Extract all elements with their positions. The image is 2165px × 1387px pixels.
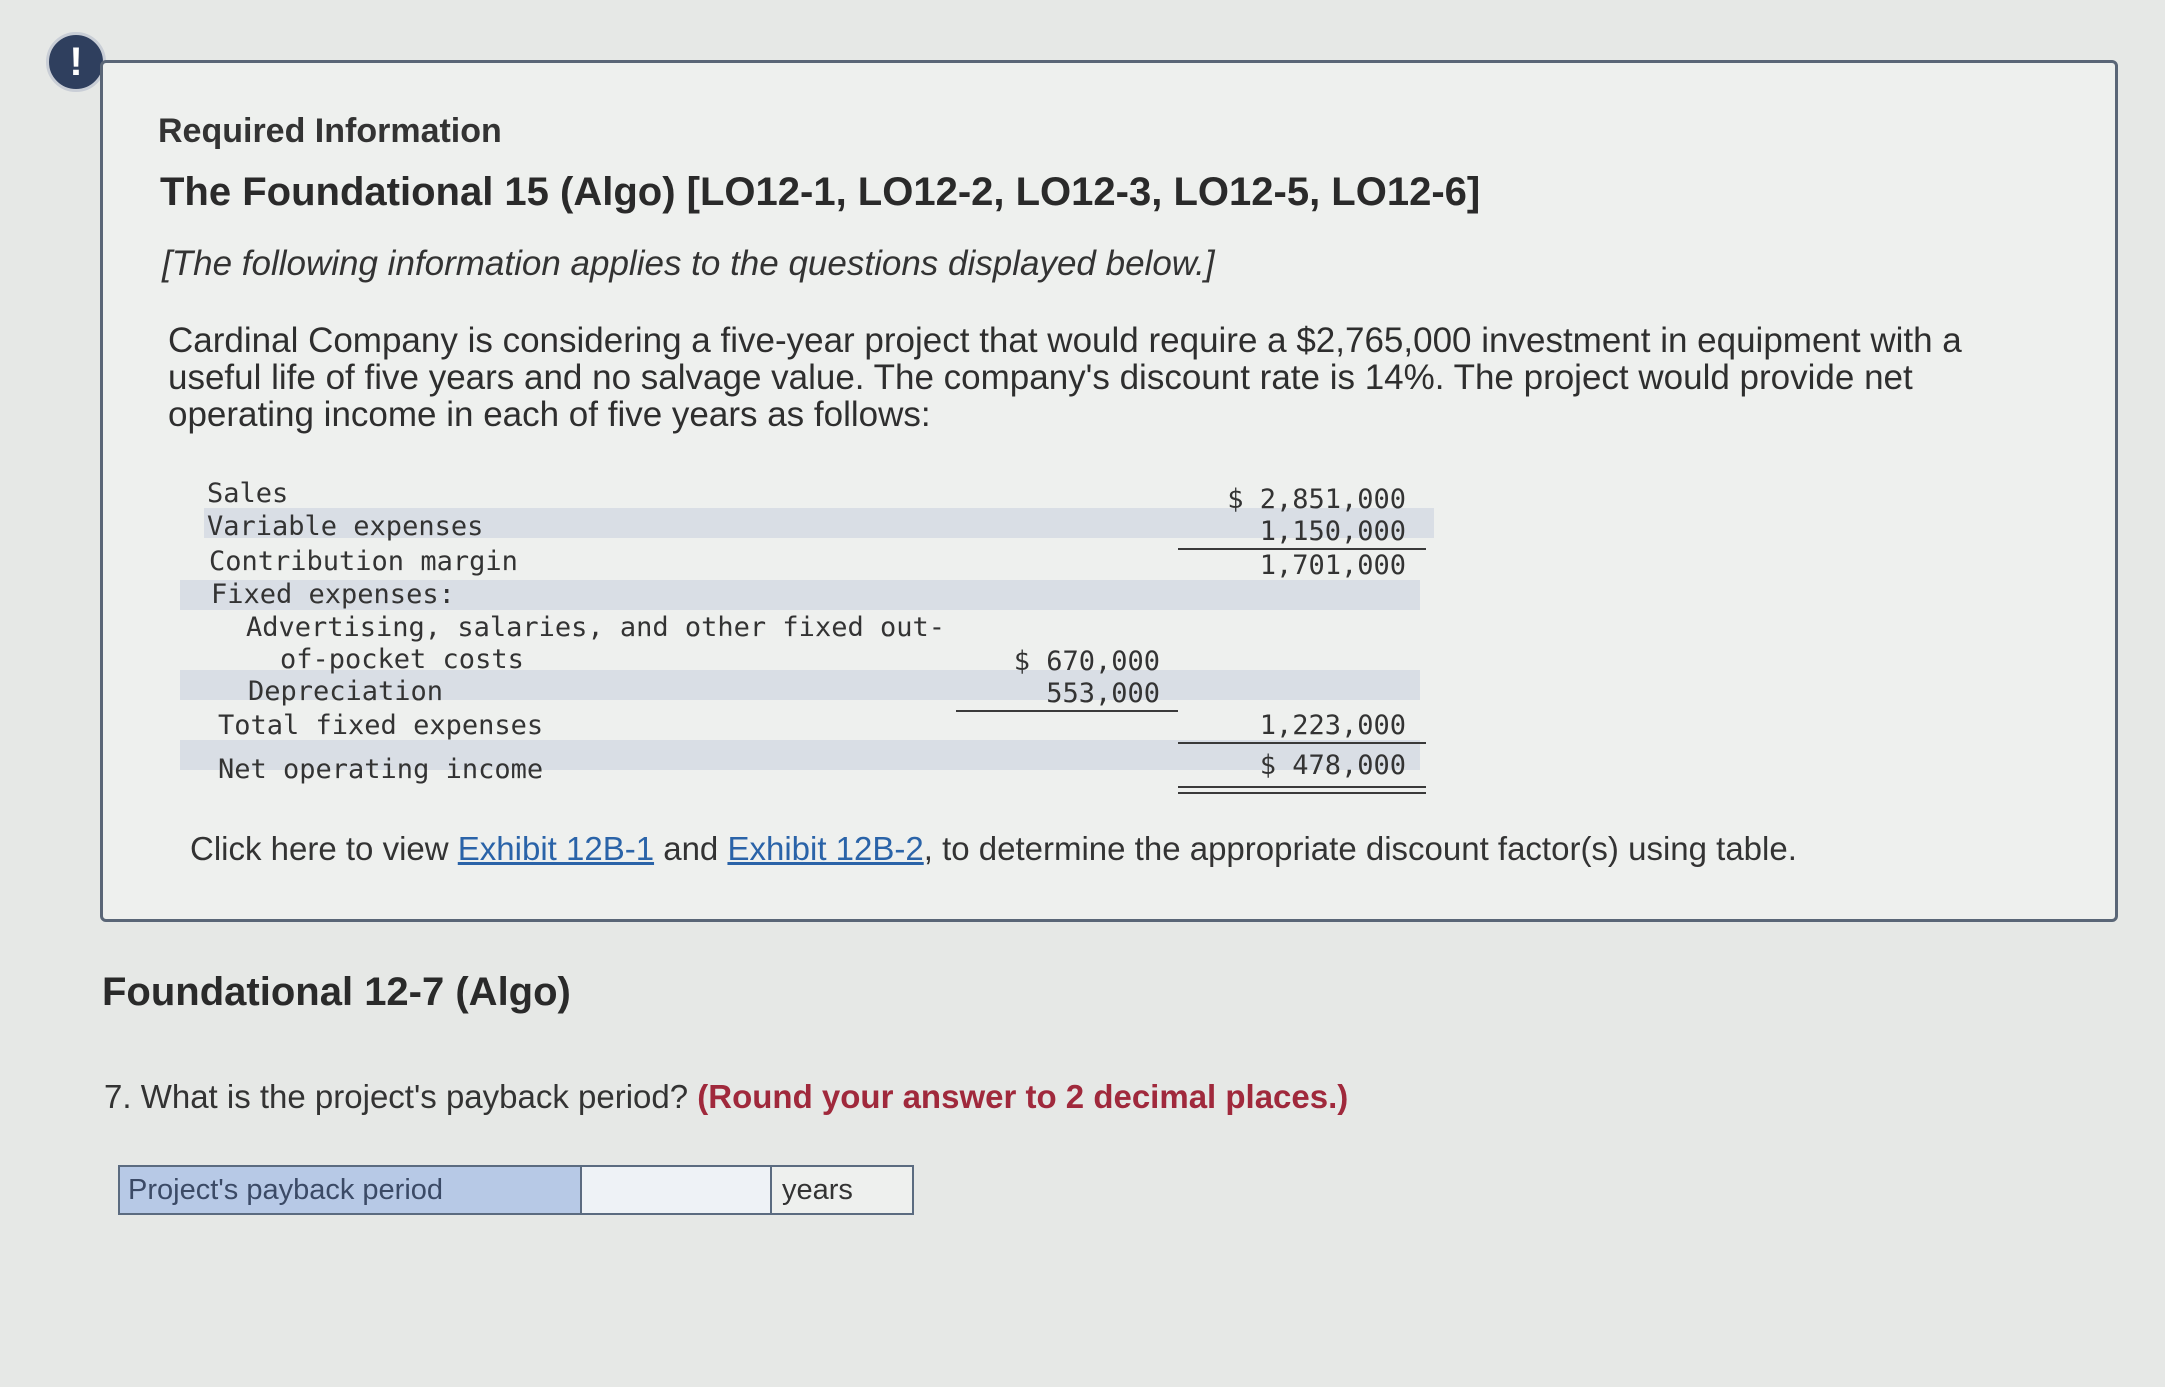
exhibit-middle: and xyxy=(654,830,728,867)
exhibit-12b-1-link[interactable]: Exhibit 12B-1 xyxy=(457,830,655,867)
amount-sales: $ 2,851,000 xyxy=(1227,484,1406,515)
row-label-advertising-cont: of-pocket costs xyxy=(280,644,524,675)
alert-icon: ! xyxy=(46,32,106,92)
question-heading: Foundational 12-7 (Algo) xyxy=(102,970,571,1014)
row-label-fixed-expenses: Fixed expenses: xyxy=(211,579,455,610)
scenario-text: Cardinal Company is considering a five-year project that would require a $2,765,000 investment in equipment with a useful life of five years and no salvage value. The company's discount rate is 14%. The project would provide net operating income in each of five years as follows: xyxy=(168,321,1962,434)
subtotal-rule xyxy=(956,710,1178,712)
required-information-label: Required Information xyxy=(158,112,502,150)
row-label-total-fixed: Total fixed expenses xyxy=(218,710,544,741)
amount-depreciation: 553,000 xyxy=(1046,678,1160,709)
exhibit-prefix: Click here to view xyxy=(190,830,458,867)
row-label-depreciation: Depreciation xyxy=(248,676,444,707)
payback-period-input[interactable] xyxy=(582,1167,772,1213)
exhibit-suffix: , to determine the appropriate discount factor(s) using table. xyxy=(923,830,1797,867)
subtotal-rule xyxy=(1178,742,1426,744)
row-label-sales: Sales xyxy=(207,478,289,509)
exhibit-instruction xyxy=(190,830,1797,868)
answer-label: Project's payback period xyxy=(120,1167,582,1213)
row-label-variable-expenses: Variable expenses xyxy=(207,511,484,542)
row-label-net-operating-income: Net operating income xyxy=(218,754,544,785)
double-rule-top xyxy=(1178,786,1426,788)
row-label-contribution-margin: Contribution margin xyxy=(209,546,518,577)
income-statement xyxy=(180,474,1440,804)
intro-note: [The following information applies to the questions displayed below.] xyxy=(162,244,1215,283)
question-prompt: 7. What is the project's payback period? xyxy=(104,1078,698,1115)
problem-set-title: The Foundational 15 (Algo) [LO12-1, LO12-2, LO12-3, LO12-5, LO12-6] xyxy=(160,170,1481,214)
rounding-instruction: (Round your answer to 2 decimal places.) xyxy=(697,1078,1349,1115)
amount-net-operating-income: $ 478,000 xyxy=(1259,750,1406,781)
amount-advertising: $ 670,000 xyxy=(1013,646,1160,677)
amount-total-fixed: 1,223,000 xyxy=(1259,710,1406,741)
row-label-advertising: Advertising, salaries, and other fixed out- xyxy=(246,612,945,643)
exhibit-12b-2-link[interactable]: Exhibit 12B-2 xyxy=(727,830,924,867)
amount-variable-expenses: 1,150,000 xyxy=(1259,516,1406,547)
question-text xyxy=(104,1078,1348,1116)
amount-contribution-margin: 1,701,000 xyxy=(1259,550,1406,581)
double-rule-bottom xyxy=(1178,792,1426,794)
answer-unit: years xyxy=(772,1167,912,1213)
answer-table xyxy=(118,1165,914,1215)
